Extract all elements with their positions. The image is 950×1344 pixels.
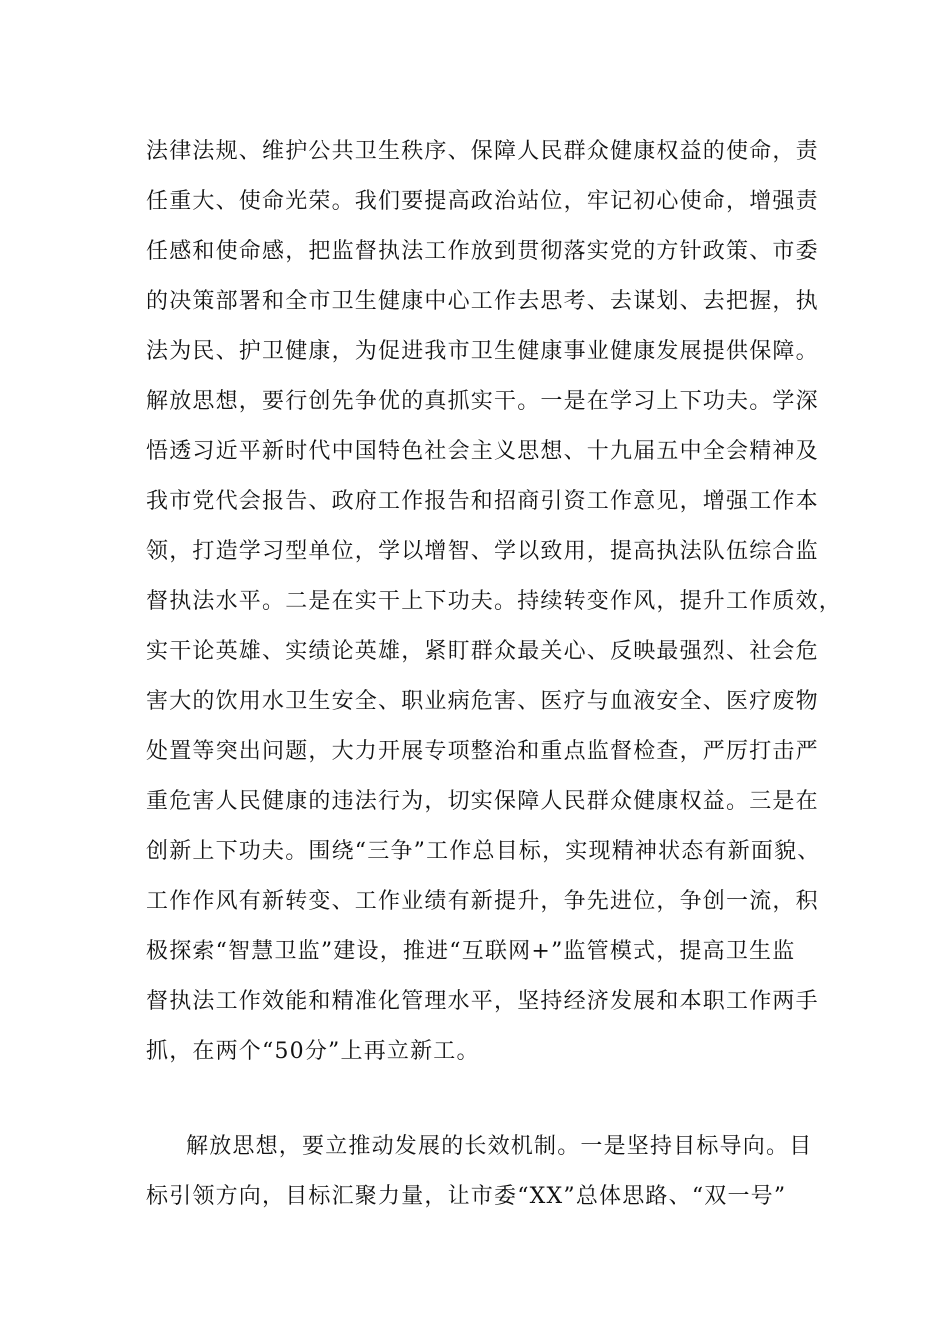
text-line: 创新上下功夫。围绕“三争”工作总目标，实现精神状态有新面貌、	[146, 839, 821, 864]
text-line: 我市党代会报告、政府工作报告和招商引资工作意见，增强工作本	[146, 489, 819, 514]
text-line: 法为民、护卫健康，为促进我市卫生健康事业健康发展提供保障。	[146, 339, 819, 364]
text-line: 害大的饮用水卫生安全、职业病危害、医疗与血液安全、医疗废物	[146, 689, 819, 714]
text-line: 督执法工作效能和精准化管理水平，坚持经济发展和本职工作两手	[146, 989, 819, 1014]
text-line: 的决策部署和全市卫生健康中心工作去思考、去谋划、去把握，执	[146, 289, 819, 314]
text-line: 任感和使命感，把监督执法工作放到贯彻落实党的方针政策、市委	[146, 239, 819, 264]
text-line: 法律法规、维护公共卫生秩序、保障人民群众健康权益的使命，责	[146, 139, 819, 164]
text-line: 重危害人民健康的违法行为，切实保障人民群众健康权益。三是在	[146, 789, 819, 814]
text-line: 领，打造学习型单位，学以增智、学以致用，提高执法队伍综合监	[146, 539, 819, 564]
text-line: 督执法水平。二是在实干上下功夫。持续转变作风，提升工作质效，	[146, 589, 843, 614]
text-line: 抓，在两个“50分”上再立新工。	[146, 1039, 480, 1064]
text-line: 解放思想，要行创先争优的真抓实干。一是在学习上下功夫。学深	[146, 389, 819, 414]
text-line: 极探索“智慧卫监”建设，推进“互联网+”监管模式，提高卫生监	[146, 939, 796, 964]
text-line: 标引领方向，目标汇聚力量，让市委“XX”总体思路、“双一号”	[146, 1184, 787, 1209]
text-line: 任重大、使命光荣。我们要提高政治站位，牢记初心使命，增强责	[146, 189, 819, 214]
text-line: 处置等突出问题，大力开展专项整治和重点监督检查，严厉打击严	[146, 739, 819, 764]
text-line: 实干论英雄、实绩论英雄，紧盯群众最关心、反映最强烈、社会危	[146, 639, 819, 664]
text-line: 工作作风有新转变、工作业绩有新提升，争先进位，争创一流，积	[146, 889, 819, 914]
paragraph-first-line: 解放思想，要立推动发展的长效机制。一是坚持目标导向。目	[186, 1134, 813, 1159]
text-line: 悟透习近平新时代中国特色社会主义思想、十九届五中全会精神及	[146, 439, 819, 464]
